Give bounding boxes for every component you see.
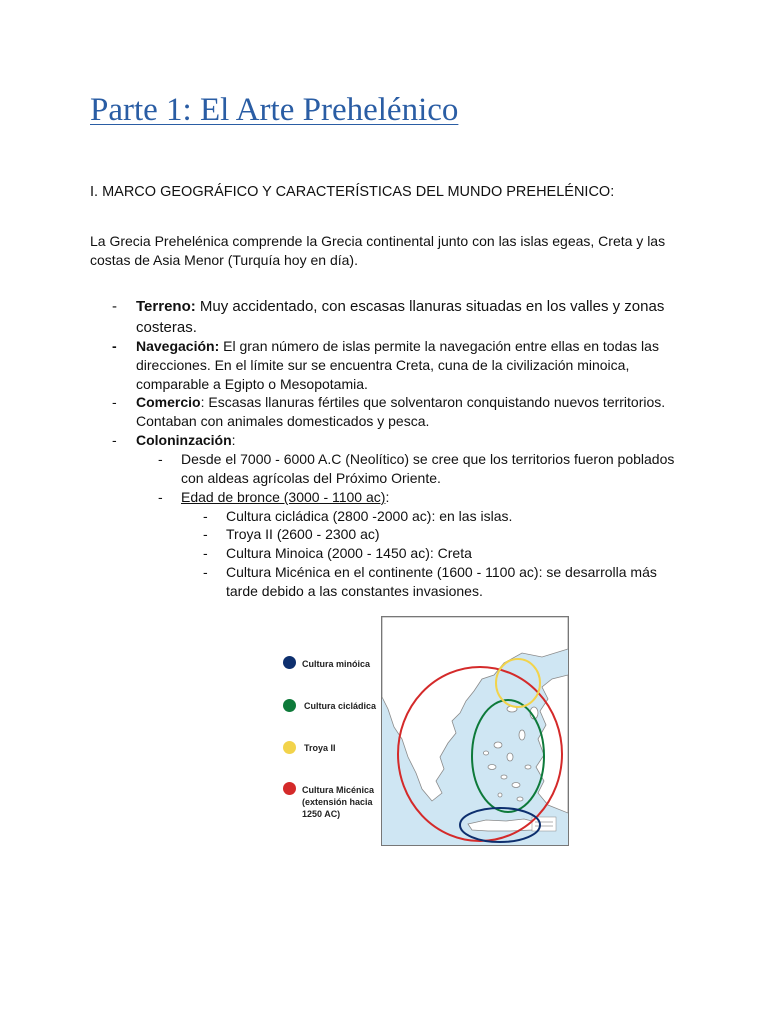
map-figure — [206, 614, 566, 846]
subbullet-bronce-label: Edad de bronce (3000 - 1100 ac) — [181, 489, 386, 505]
bullet-text: El gran número de islas permite la navegación entre ellas en todas las direcciones. En el límite sur se encuentra Creta, cuna de la civilización minoica, comparable a Egipto o Mesopotamia. — [136, 338, 659, 392]
subsubbullet-item: Cultura cicládica (2800 -2000 ac): en las islas. — [226, 508, 513, 524]
bullet-dash: - — [112, 298, 117, 315]
legend-dot-minoica — [283, 656, 296, 669]
land-crete — [468, 819, 540, 831]
bullet-dash: - — [112, 432, 117, 448]
legend-label-micenica: Cultura Micénica (extensión hacia 1250 AC) — [302, 785, 375, 819]
bullet-dash: - — [203, 526, 208, 542]
intro-paragraph: La Grecia Prehelénica comprende la Grecia continental junto con las islas egeas, Creta y las costas de Asia Menor (Turquía hoy en día). — [90, 233, 666, 268]
bullet-dash: - — [203, 508, 208, 524]
legend-label-cicladica: Cultura cicládica — [304, 701, 377, 711]
bullet-text: Muy accidentado, con escasas llanuras situadas en los valles y zonas costeras. — [136, 298, 665, 336]
bullet-label: Terreno: — [136, 298, 196, 315]
aegean-map-drawing — [382, 617, 568, 845]
bullet-dash: - — [158, 489, 163, 505]
page-title: Parte 1: El Arte Prehelénico — [90, 92, 459, 128]
subbullet-bronce — [181, 488, 681, 507]
bullet-text: : Escasas llanuras fértiles que solventaron conquistando nuevos territorios. Contaban con animales domesticados y pesca. — [136, 394, 666, 429]
bullet-label: Comercio — [136, 394, 201, 410]
section-heading: I. MARCO GEOGRÁFICO Y CARACTERÍSTICAS DEL MUNDO PREHELÉNICO: — [90, 184, 615, 200]
subsubbullet-item: Cultura Micénica en el continente (1600 - 1100 ac): se desarrolla más tarde debido a las constantes invasiones. — [226, 564, 657, 599]
subsubbullet-item: Troya II (2600 - 2300 ac) — [226, 526, 380, 542]
subbullet-neolitico: Desde el 7000 - 6000 A.C (Neolítico) se cree que los territorios fueron poblados con aldeas agrícolas del Próximo Oriente. — [181, 451, 675, 486]
bullet-navegacion — [136, 337, 676, 394]
bullet-dash: - — [112, 338, 117, 354]
aegean-map — [381, 616, 569, 846]
legend-dot-micenica — [283, 782, 296, 795]
legend-dot-cicladica — [283, 699, 296, 712]
subbullet-bronce-colon: : — [385, 489, 390, 505]
bullet-dash: - — [158, 451, 163, 467]
bullet-label: Coloninzación — [136, 432, 232, 448]
bullet-text: : — [231, 432, 236, 448]
bullet-label: Navegación: — [136, 338, 220, 354]
bullet-terreno — [136, 296, 676, 338]
bullet-comercio — [136, 393, 676, 431]
bullet-dash: - — [203, 545, 208, 561]
legend-label-minoica: Cultura minóica — [302, 659, 371, 669]
bullet-dash: - — [112, 394, 117, 410]
legend-dot-troya — [283, 741, 296, 754]
subsubbullet-item: Cultura Minoica (2000 - 1450 ac): Creta — [226, 545, 472, 561]
legend-label-troya: Troya II — [304, 743, 336, 753]
bullet-dash: - — [203, 564, 208, 580]
bullet-colonizacion — [136, 431, 676, 450]
circle-troya — [496, 659, 540, 707]
